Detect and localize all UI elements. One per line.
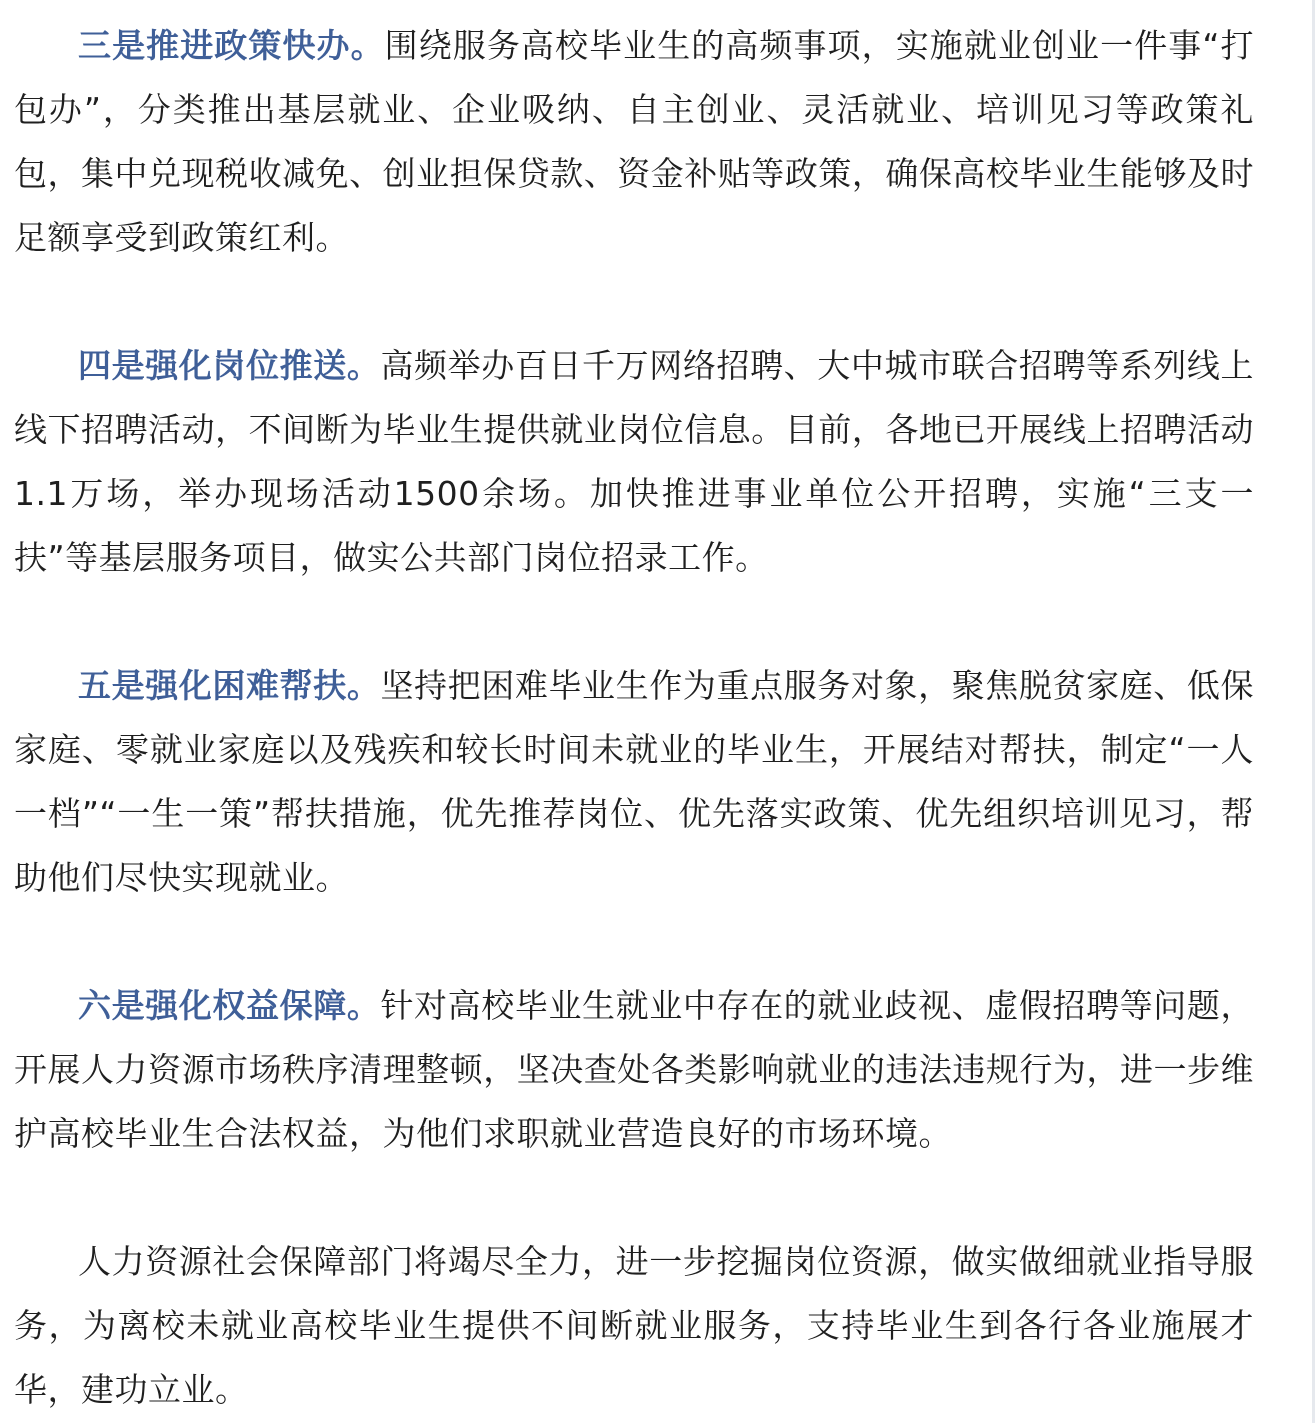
paragraph-rights-protection <box>14 974 1254 1166</box>
paragraph-text: 人力资源社会保障部门将竭尽全力，进一步挖掘岗位资源，做实做细就业指导服务，为离校未就业高校毕业生提供不间断就业服务，支持毕业生到各行各业施展才华，建功立业。 <box>14 1242 1254 1409</box>
paragraph-text: 围绕服务高校毕业生的高频事项，实施就业创业一件事“打包办”，分类推出基层就业、企业吸纳、自主创业、灵活就业、培训见习等政策礼包，集中兑现税收减免、创业担保贷款、资金补贴等政策，确保高校毕业生能够及时足额享受到政策红利。 <box>14 26 1254 257</box>
paragraph-heading: 四是强化岗位推送。 <box>78 346 381 385</box>
paragraph-heading: 五是强化困难帮扶。 <box>78 666 381 705</box>
paragraph-text: 坚持把困难毕业生作为重点服务对象，聚焦脱贫家庭、低保家庭、零就业家庭以及残疾和较长时间未就业的毕业生，开展结对帮扶，制定“一人一档”“一生一策”帮扶措施，优先推荐岗位、优先落实政策、优先组织培训见习，帮助他们尽快实现就业。 <box>14 666 1255 897</box>
paragraph-difficulty-assistance <box>14 654 1254 910</box>
paragraph-text: 针对高校毕业生就业中存在的就业歧视、虚假招聘等问题，开展人力资源市场秩序清理整顿，坚决查处各类影响就业的违法违规行为，进一步维护高校毕业生合法权益，为他们求职就业营造良好的市场环境。 <box>14 986 1255 1153</box>
article-body <box>14 14 1254 1422</box>
paragraph-heading: 三是推进政策快办。 <box>78 26 385 65</box>
paragraph-closing-statement <box>14 1230 1254 1422</box>
paragraph-heading: 六是强化权益保障。 <box>78 986 381 1025</box>
paragraph-policy-fast-handling <box>14 14 1254 270</box>
paragraph-text: 高频举办百日千万网络招聘、大中城市联合招聘等系列线上线下招聘活动，不间断为毕业生提供就业岗位信息。目前，各地已开展线上招聘活动1.1万场，举办现场活动1500余场。加快推进事业单位公开招聘，实施“三支一扶”等基层服务项目，做实公共部门岗位招录工作。 <box>14 346 1255 577</box>
paragraph-job-push <box>14 334 1254 590</box>
